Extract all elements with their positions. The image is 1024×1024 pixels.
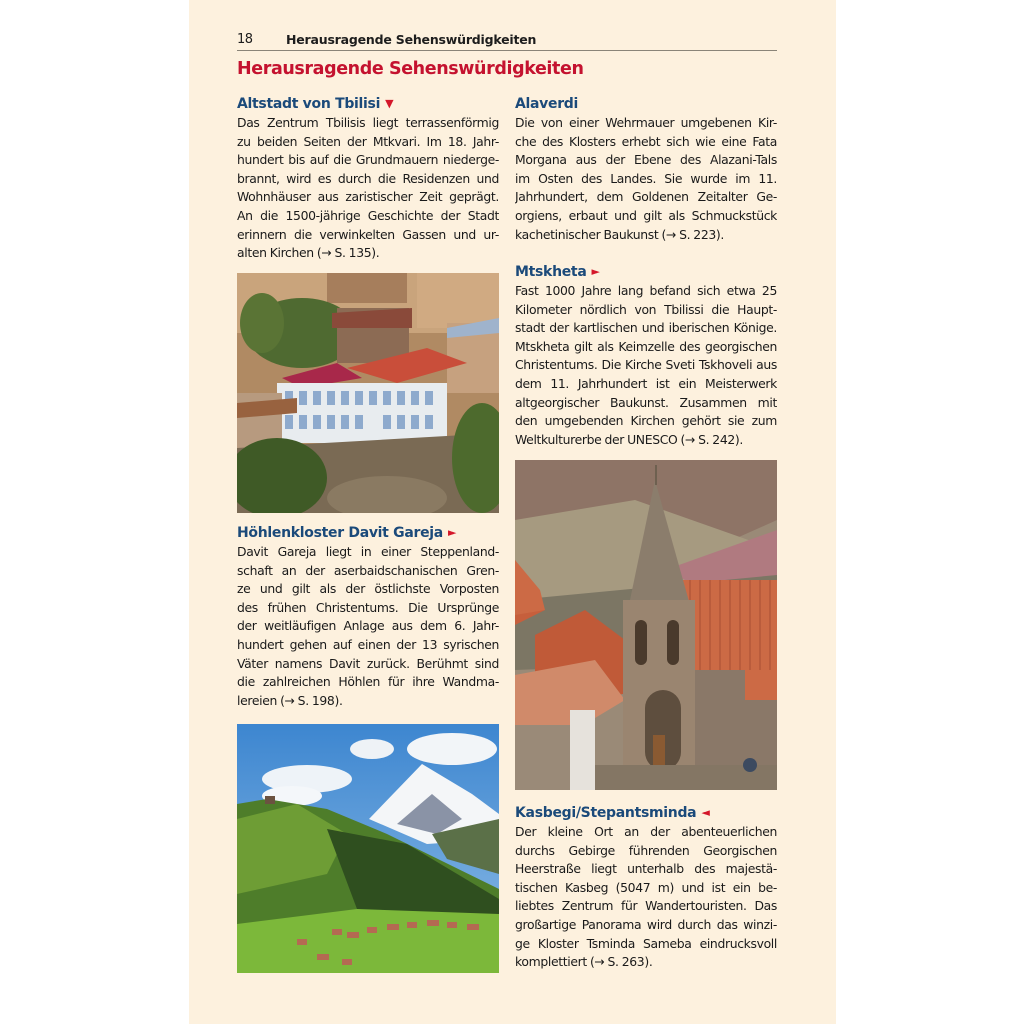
- body-line: An die 1500-jährige Geschichte der Stadt: [237, 207, 499, 223]
- triangle-left-icon: ◄: [701, 806, 710, 819]
- body-line: Christentums. Die Kirche Sveti Tskhoveli aus: [515, 357, 777, 373]
- body-line: tischen Kasbeg (5047 m) und ist ein be-: [515, 879, 777, 895]
- body-line: altgeorgischer Baukunst. Zusammen mit: [515, 394, 777, 410]
- entry-mtskheta: [515, 263, 777, 449]
- body-line: Jahrhundert, dem Goldenen Zeitalter Ge-: [515, 189, 777, 205]
- triangle-right-icon: ►: [591, 265, 600, 278]
- photo-davit-gareja-monastery: [515, 460, 777, 790]
- body-line: des frühen Christentums. Die Ursprünge: [237, 599, 499, 615]
- body-line: Weltkulturerbe der UNESCO (→ S. 242).: [515, 431, 743, 447]
- body-line: dem 11. Jahrhundert ist ein Meisterwerk: [515, 375, 777, 391]
- body-line: alten Kirchen (→ S. 135).: [237, 245, 380, 261]
- entry-body: [515, 282, 777, 449]
- entry-title: Mtskheta: [515, 264, 587, 280]
- tbilisi-photo-illustration: [237, 273, 499, 513]
- body-line: Fast 1000 Jahre lang befand sich etwa 25: [515, 283, 777, 298]
- body-line: Die von einer Wehrmauer umgebenen Kir-: [515, 115, 777, 130]
- body-line: Der kleine Ort an der abenteuerlichen: [515, 824, 777, 839]
- entry-body: [237, 114, 499, 263]
- entry-body: [237, 543, 499, 710]
- entry-title: Höhlenkloster Davit Gareja: [237, 525, 443, 541]
- entry-alaverdi: [515, 95, 777, 244]
- body-line: kachetinischer Baukunst (→ S. 223).: [515, 226, 724, 242]
- running-head: [237, 30, 777, 51]
- photo-tbilisi-old-town: [237, 273, 499, 513]
- entry-davit-gareja: [237, 524, 499, 710]
- page-number: 18: [237, 32, 253, 47]
- body-line: Das Zentrum Tbilisis liegt terrassenförmig: [237, 115, 499, 130]
- body-line: im Osten des Landes. Sie wurde im 11.: [515, 170, 777, 186]
- body-line: komplettiert (→ S. 263).: [515, 954, 653, 970]
- entry-title: Alaverdi: [515, 96, 579, 112]
- body-line: Morgana aus der Ebene des Alazani-Tals: [515, 152, 777, 168]
- body-line: liebtes Zentrum für Wandertouristen. Das: [515, 898, 777, 914]
- triangle-right-icon: ►: [447, 526, 457, 539]
- body-line: schaft an der aserbaidschanischen Gren-: [237, 562, 499, 578]
- body-line: Heerstraße liegt unterhalb des majestä-: [515, 861, 777, 877]
- body-line: orgiens, erbaut und gilt als Schmuckstück: [515, 207, 777, 223]
- entry-heading: [515, 804, 777, 822]
- body-line: großartige Panorama wird durch das winzi-: [515, 916, 777, 932]
- body-line: Kilometer nördlich von Tbilissi die Haupt-: [515, 301, 777, 317]
- body-line: die zahlreichen Höhlen für ihre Wandma-: [237, 674, 499, 690]
- body-line: Wohnhäuser aus zaristischer Zeit geprägt.: [237, 189, 499, 205]
- entry-heading: [515, 95, 777, 113]
- body-line: stadt der kartlischen und iberischen Könige.: [515, 320, 777, 336]
- triangle-down-icon: ▼: [385, 97, 394, 110]
- body-line: che des Klosters erhebt sich wie eine Fata: [515, 133, 777, 149]
- book-page: [189, 0, 836, 1024]
- kasbeg-photo-illustration: [237, 724, 499, 973]
- entry-title: Kasbegi/Stepantsminda: [515, 805, 697, 821]
- entry-kasbegi-stepantsminda: [515, 804, 777, 972]
- entry-heading: [237, 524, 499, 542]
- body-line: Davit Gareja liegt in einer Steppenland-: [237, 544, 499, 559]
- davit-gareja-photo-illustration: [515, 460, 777, 790]
- entry-body: [515, 823, 777, 972]
- body-line: durchs Gebirge führenden Georgischen: [515, 842, 777, 858]
- section-title: Herausragende Sehenswürdigkeiten: [237, 59, 584, 79]
- body-line: zu beiden Seiten der Mtkvari. Im 18. Jahr-: [237, 133, 499, 149]
- photo-kasbeg-mountain: [237, 724, 499, 973]
- body-line: den umgebenden Kirchen gehört sie zum: [515, 413, 777, 429]
- body-line: ze und gilt als der östlichste Vorposten: [237, 581, 499, 597]
- body-line: ge Kloster Tsminda Sameba eindrucksvoll: [515, 935, 777, 951]
- body-line: Väter namens Davit zurück. Berühmt sind: [237, 655, 499, 671]
- entry-body: [515, 114, 777, 244]
- entry-altstadt-tbilisi: [237, 95, 499, 263]
- body-line: erinnern die verwinkelten Gassen und ur-: [237, 226, 499, 242]
- body-line: hundert bis auf die Grundmauern niederge-: [237, 152, 499, 168]
- body-line: brannt, wird es durch die Residenzen und: [237, 170, 499, 186]
- body-line: der weitläufigen Anlage aus dem 6. Jahr-: [237, 618, 499, 634]
- body-line: Mtskheta gilt als Keimzelle des georgischen: [515, 338, 777, 354]
- entry-heading: [237, 95, 499, 113]
- running-head-title: Herausragende Sehenswürdigkeiten: [286, 32, 537, 47]
- entry-title: Altstadt von Tbilisi: [237, 96, 381, 112]
- entry-heading: [515, 263, 777, 281]
- body-line: lereien (→ S. 198).: [237, 692, 343, 708]
- body-line: hundert gehen auf einen der 13 syrischen: [237, 636, 499, 652]
